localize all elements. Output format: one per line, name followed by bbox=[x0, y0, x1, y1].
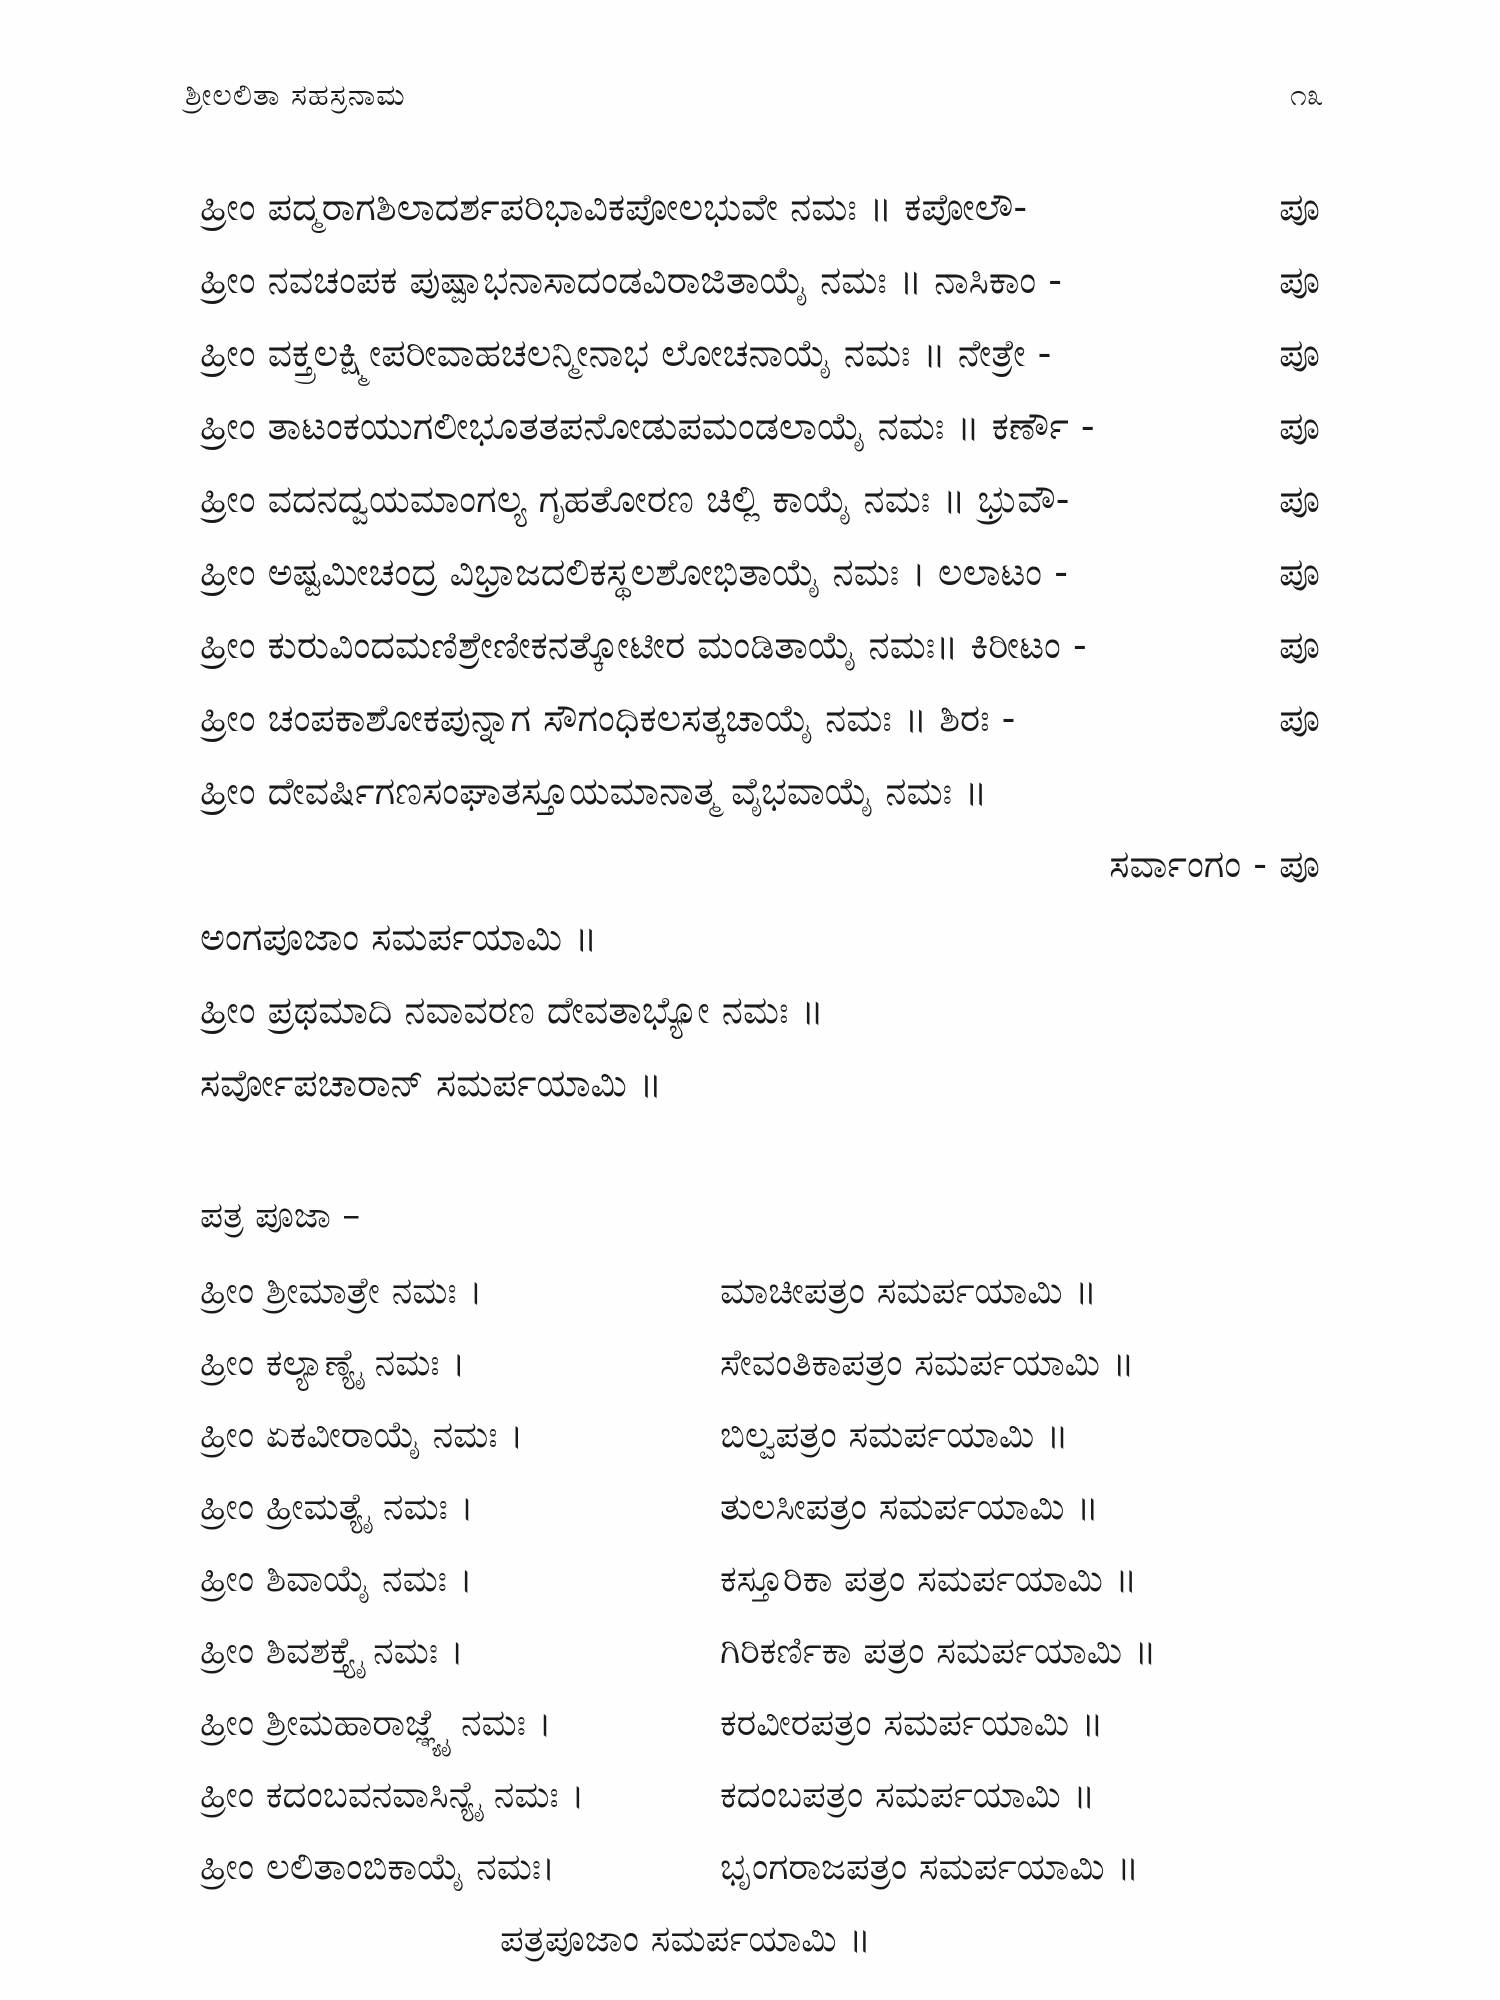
patra-puja-closing: ಪತ್ರಪೂಜಾಂ ಸಮರ್ಪಯಾಮಿ ॥ bbox=[500, 1917, 871, 1960]
page-number: ೧೩ bbox=[1290, 78, 1324, 113]
puja-marker: ಪೂ bbox=[1279, 185, 1320, 229]
patra-offering: ಸೇವಂತಿಕಾಪತ್ರಂ ಸಮರ್ಪಯಾಮಿ ॥ bbox=[720, 1341, 1135, 1384]
patra-offering: ಬಿಲ್ವಪತ್ರಂ ಸಮರ್ಪಯಾಮಿ ॥ bbox=[720, 1413, 1069, 1456]
patra-mantra: ಹ್ರೀಂ ಶಿವಶಕ್ತ್ಯೈ ನಮಃ । bbox=[200, 1629, 464, 1672]
anga-puja-line bbox=[200, 477, 1320, 521]
anga-puja-line bbox=[200, 331, 1320, 375]
avarana-mantra: ಹ್ರೀಂ ಪ್ರಥಮಾದಿ ನವಾವರಣ ದೇವತಾಭ್ಯೋ ನಮಃ ॥ bbox=[200, 988, 824, 1032]
mantra-text: ಹ್ರೀಂ ವಕ್ತ್ರಲಕ್ಷ್ಮೀಪರೀವಾಹಚಲನ್ಮೀನಾಭ ಲೋಚನಾಯೈ ನಮಃ ॥ ನೇತ್ರೇ - bbox=[200, 331, 1052, 375]
patra-mantra: ಹ್ರೀಂ ಹ್ರೀಮತ್ಯೈ ನಮಃ । bbox=[200, 1485, 474, 1528]
puja-marker: ಪೂ bbox=[1279, 696, 1320, 740]
patra-offering: ಗಿರಿಕರ್ಣಿಕಾ ಪತ್ರಂ ಸಮರ್ಪಯಾಮಿ ॥ bbox=[720, 1629, 1157, 1672]
anga-puja-last-line: ಹ್ರೀಂ ದೇವರ್ಷಿಗಣಸಂಘಾತಸ್ತೂಯಮಾನಾತ್ಮ ವೈಭವಾಯೈ ನಮಃ ॥ bbox=[200, 769, 988, 813]
puja-marker: ಪೂ bbox=[1279, 404, 1320, 448]
running-header-title: ಶ್ರೀಲಲಿತಾ ಸಹಸ್ರನಾಮ bbox=[185, 78, 406, 113]
patra-offering: ಕಸ್ತೂರಿಕಾ ಪತ್ರಂ ಸಮರ್ಪಯಾಮಿ ॥ bbox=[720, 1557, 1138, 1600]
anga-puja-samarpana: ಅಂಗಪೂಜಾಂ ಸಮರ್ಪಯಾಮಿ ॥ bbox=[200, 915, 598, 959]
mantra-text: ಹ್ರೀಂ ವದನದ್ವಯಮಾಂಗಲ್ಯ ಗೃಹತೋರಣ ಚಿಲ್ಲಿ ಕಾಯೈ ನಮಃ ॥ ಭ್ರುವೌ- bbox=[200, 477, 1070, 521]
patra-offering: ತುಲಸೀಪತ್ರಂ ಸಮರ್ಪಯಾಮಿ ॥ bbox=[720, 1485, 1099, 1528]
anga-puja-line bbox=[200, 623, 1320, 667]
mantra-text: ಹ್ರೀಂ ನವಚಂಪಕ ಪುಷ್ಪಾಭನಾಸಾದಂಡವಿರಾಜಿತಾಯೈ ನಮಃ ॥ ನಾಸಿಕಾಂ - bbox=[200, 258, 1062, 302]
patra-mantra: ಹ್ರೀಂ ಶ್ರೀಮಾತ್ರೇ ನಮಃ । bbox=[200, 1269, 483, 1312]
mantra-text: ಹ್ರೀಂ ಕುರುವಿಂದಮಣಿಶ್ರೇಣೀಕನತ್ಕೋಟೀರ ಮಂಡಿತಾಯೈ ನಮಃ॥ ಕಿರೀಟಂ - bbox=[200, 623, 1087, 667]
anga-puja-line bbox=[200, 185, 1320, 229]
sarvanga-puja-marker: ಸರ್ವಾಂಗಂ - ಪೂ bbox=[1109, 842, 1320, 886]
patra-puja-heading: ಪತ್ರ ಪೂಜಾ – bbox=[200, 1195, 361, 1236]
anga-puja-line bbox=[200, 550, 1320, 594]
anga-puja-line bbox=[200, 258, 1320, 302]
patra-offering: ಮಾಚೀಪತ್ರಂ ಸಮರ್ಪಯಾಮಿ ॥ bbox=[720, 1269, 1097, 1312]
patra-offering: ಭೃಂಗರಾಜಪತ್ರಂ ಸಮರ್ಪಯಾಮಿ ॥ bbox=[720, 1845, 1140, 1888]
puja-marker: ಪೂ bbox=[1279, 258, 1320, 302]
patra-offering: ಕರವೀರಪತ್ರಂ ಸಮರ್ಪಯಾಮಿ ॥ bbox=[720, 1701, 1104, 1744]
upachara-samarpana: ಸರ್ವೋಪಚಾರಾನ್ ಸಮರ್ಪಯಾಮಿ ॥ bbox=[200, 1061, 663, 1105]
mantra-text: ಹ್ರೀಂ ತಾಟಂಕಯುಗಲೀಭೂತತಪನೋಡುಪಮಂಡಲಾಯೈ ನಮಃ ॥ ಕರ್ಣೌ - bbox=[200, 404, 1095, 448]
patra-mantra: ಹ್ರೀಂ ಏಕವೀರಾಯೈ ನಮಃ । bbox=[200, 1413, 524, 1456]
anga-puja-line bbox=[200, 696, 1320, 740]
puja-marker: ಪೂ bbox=[1279, 623, 1320, 667]
patra-mantra: ಹ್ರೀಂ ಲಲಿತಾಂಬಿಕಾಯೈ ನಮಃ। bbox=[200, 1845, 556, 1888]
patra-mantra: ಹ್ರೀಂ ಶ್ರೀಮಹಾರಾಜ್ಞ್ಯೈ ನಮಃ । bbox=[200, 1701, 552, 1744]
mantra-text: ಹ್ರೀಂ ಪದ್ಮರಾಗಶಿಲಾದರ್ಶಪರಿಭಾವಿಕಪೋಲಭುವೇ ನಮಃ ॥ ಕಪೋಲೌ- bbox=[200, 185, 1028, 229]
patra-offering: ಕದಂಬಪತ್ರಂ ಸಮರ್ಪಯಾಮಿ ॥ bbox=[720, 1773, 1096, 1816]
patra-mantra: ಹ್ರೀಂ ಕಲ್ಯಾಣ್ಯೈ ನಮಃ । bbox=[200, 1341, 466, 1384]
puja-marker: ಪೂ bbox=[1279, 550, 1320, 594]
puja-marker: ಪೂ bbox=[1279, 331, 1320, 375]
patra-mantra: ಹ್ರೀಂ ಶಿವಾಯೈ ನಮಃ । bbox=[200, 1557, 473, 1600]
puja-marker: ಪೂ bbox=[1279, 477, 1320, 521]
mantra-text: ಹ್ರೀಂ ಅಷ್ಟಮೀಚಂದ್ರ ವಿಭ್ರಾಜದಲಿಕಸ್ಥಲಶೋಭಿತಾಯೈ ನಮಃ । ಲಲಾಟಂ - bbox=[200, 550, 1068, 594]
anga-puja-line bbox=[200, 404, 1320, 448]
mantra-text: ಹ್ರೀಂ ಚಂಪಕಾಶೋಕಪುನ್ನಾಗ ಸೌಗಂಧಿಕಲಸತ್ಕಚಾಯೈ ನಮಃ ॥ ಶಿರಃ - bbox=[200, 696, 1016, 740]
patra-mantra: ಹ್ರೀಂ ಕದಂಬವನವಾಸಿನ್ಯೈ ನಮಃ । bbox=[200, 1773, 585, 1816]
